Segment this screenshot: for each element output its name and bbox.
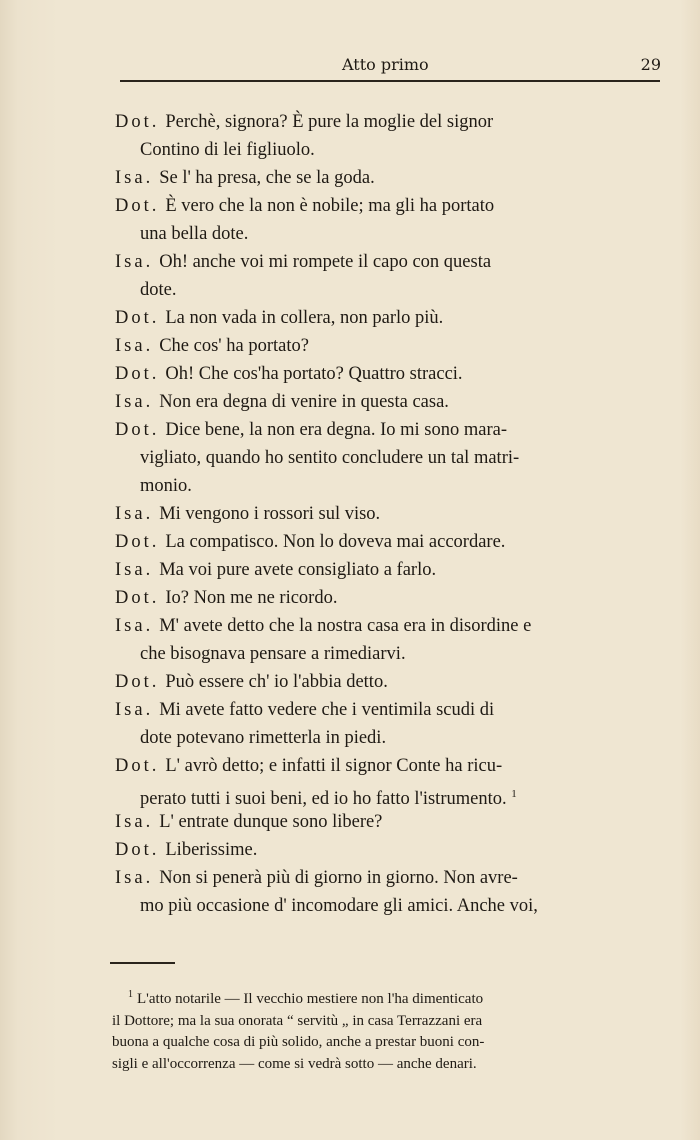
speaker-name: Dot.	[115, 196, 160, 216]
speaker-name: Dot.	[115, 532, 160, 552]
dialogue-text-run: Se l' ha presa, che se la goda.	[159, 168, 375, 188]
dialogue-text-run: vigliato, quando ho sentito concludere un tal matri-	[140, 448, 520, 468]
dialogue-text-run: L' avrò detto; e infatti il signor Conte ha ricu-	[165, 756, 503, 776]
dialogue-text-run: Non si penerà più di giorno in giorno. Non avre-	[159, 868, 518, 888]
dialogue-text-run: Ma voi pure avete consigliato a farlo.	[159, 560, 437, 580]
speaker-name: Isa.	[115, 868, 154, 888]
dialogue-line	[115, 864, 665, 892]
dialogue-text-run: Io? Non me ne ricordo.	[165, 588, 338, 608]
dialogue-text-run: Dice bene, la non era degna. Io mi sono mara-	[165, 420, 507, 440]
dialogue-text	[115, 108, 665, 920]
dialogue-continuation	[115, 892, 665, 920]
dialogue-line	[115, 500, 665, 528]
dialogue-continuation	[115, 276, 665, 304]
dialogue-line	[115, 668, 665, 696]
dialogue-text-run: L' entrate dunque sono libere?	[159, 812, 383, 832]
footnote	[112, 984, 660, 1075]
dialogue-text-run: mo più occasione d' incomodare gli amici. Anche voi,	[140, 896, 538, 916]
speaker-name: Isa.	[115, 700, 154, 720]
dialogue-text-run: Oh! anche voi mi rompete il capo con questa	[159, 252, 492, 272]
dialogue-line	[115, 752, 665, 780]
dialogue-text-run: perato tutti i suoi beni, ed io ho fatto l'istrumento.	[140, 789, 507, 810]
dialogue-text-run: Può essere ch' io l'abbia detto.	[165, 672, 388, 692]
dialogue-text-run: La compatisco. Non lo doveva mai accordare.	[165, 532, 506, 552]
dialogue-text-run: Liberissime.	[165, 840, 258, 860]
dialogue-line	[115, 808, 665, 836]
dialogue-text-run: dote potevano rimetterla in piedi.	[140, 728, 387, 748]
dialogue-continuation	[115, 220, 665, 248]
dialogue-continuation	[115, 472, 665, 500]
dialogue-line	[115, 696, 665, 724]
dialogue-text-run: dote.	[140, 280, 177, 300]
speaker-name: Isa.	[115, 616, 154, 636]
dialogue-line	[115, 416, 665, 444]
dialogue-text-run: La non vada in collera, non parlo più.	[165, 308, 444, 328]
footnote-mark: 1	[128, 989, 133, 1000]
running-header	[120, 55, 665, 75]
dialogue-text-run: Che cos' ha portato?	[159, 336, 309, 356]
dialogue-line	[115, 556, 665, 584]
dialogue-line	[115, 360, 665, 388]
footnote-reference: 1	[511, 788, 517, 800]
dialogue-text-run: Mi vengono i rossori sul viso.	[159, 504, 381, 524]
speaker-name: Isa.	[115, 168, 154, 188]
speaker-name: Isa.	[115, 812, 154, 832]
running-title: Atto primo	[342, 55, 429, 74]
dialogue-continuation	[115, 136, 665, 164]
dialogue-text-run: che bisognava pensare a rimediarvi.	[140, 644, 406, 664]
speaker-name: Isa.	[115, 336, 154, 356]
dialogue-text-run: Non era degna di venire in questa casa.	[159, 392, 449, 412]
dialogue-line	[115, 108, 665, 136]
footnote-line: sigli e all'occorrenza — come si vedrà sotto — anche denari.	[112, 1055, 477, 1072]
speaker-name: Dot.	[115, 588, 160, 608]
dialogue-line	[115, 584, 665, 612]
dialogue-line	[115, 192, 665, 220]
dialogue-text-run: È vero che la non è nobile; ma gli ha portato	[165, 196, 495, 216]
dialogue-line	[115, 388, 665, 416]
speaker-name: Dot.	[115, 756, 160, 776]
dialogue-line	[115, 248, 665, 276]
page-number: 29	[640, 55, 661, 74]
dialogue-continuation	[115, 640, 665, 668]
dialogue-text-run: monio.	[140, 476, 192, 496]
speaker-name: Dot.	[115, 112, 160, 132]
speaker-name: Dot.	[115, 420, 160, 440]
dialogue-text-run: Perchè, signora? È pure la moglie del signor	[165, 112, 494, 132]
footnote-line: $^1$ L'atto notarile — Il vecchio mestiere non l'ha dimenticato	[128, 989, 484, 1007]
dialogue-continuation	[115, 724, 665, 752]
dialogue-continuation	[115, 444, 665, 472]
dialogue-text-run: M' avete detto che la nostra casa era in disordine e	[159, 616, 532, 636]
speaker-name: Isa.	[115, 504, 154, 524]
dialogue-line	[115, 528, 665, 556]
dialogue-line	[115, 332, 665, 360]
speaker-name: Dot.	[115, 364, 160, 384]
dialogue-text-run: Mi avete fatto vedere che i ventimila scudi di	[159, 700, 495, 720]
dialogue-line	[115, 164, 665, 192]
header-rule	[120, 80, 660, 82]
speaker-name: Dot.	[115, 840, 160, 860]
footnote-rule	[110, 962, 175, 964]
dialogue-line	[115, 836, 665, 864]
dialogue-line	[115, 304, 665, 332]
footnote-line: buona a qualche cosa di più solido, anche a prestar buoni con-	[112, 1034, 485, 1050]
speaker-name: Isa.	[115, 392, 154, 412]
dialogue-text-run: Contino di lei figliuolo.	[140, 140, 315, 160]
speaker-name: Dot.	[115, 672, 160, 692]
dialogue-continuation	[115, 780, 665, 808]
speaker-name: Isa.	[115, 252, 154, 272]
footnote-line: il Dottore; ma la sua onorata “ servitù „ in casa Terrazzani era	[112, 1012, 483, 1029]
speaker-name: Isa.	[115, 560, 154, 580]
dialogue-text-run: Oh! Che cos'ha portato? Quattro stracci.	[165, 364, 463, 384]
speaker-name: Dot.	[115, 308, 160, 328]
dialogue-text-run: una bella dote.	[140, 224, 249, 244]
dialogue-line	[115, 612, 665, 640]
